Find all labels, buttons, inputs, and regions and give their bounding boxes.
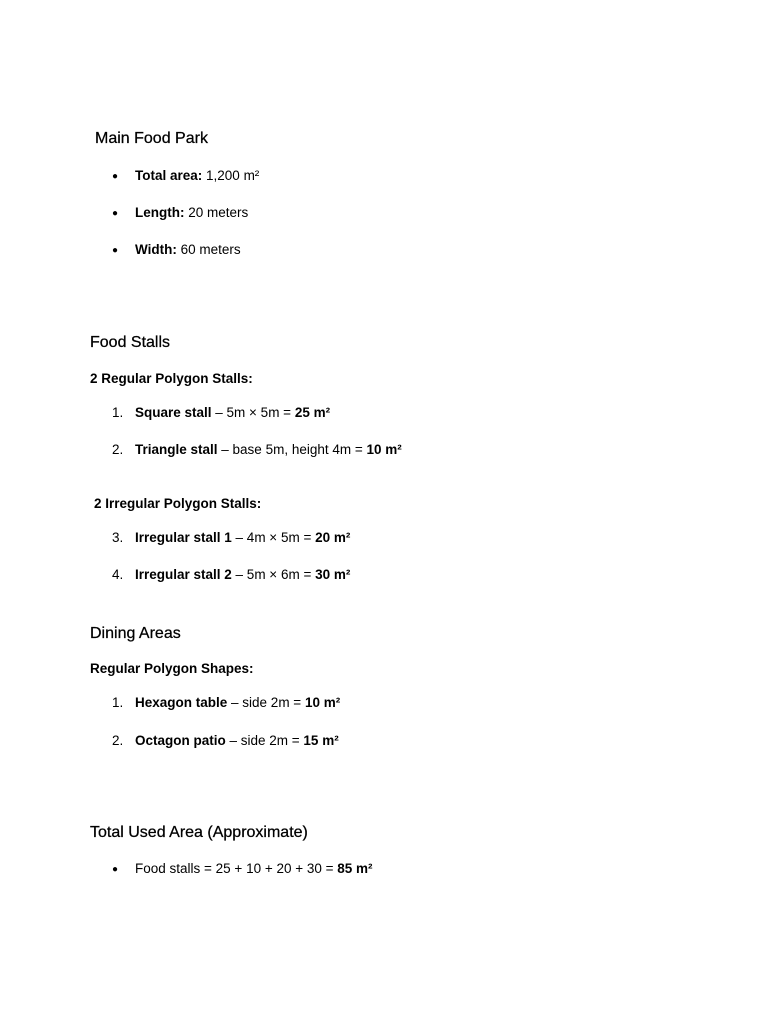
item-result: 85 m² <box>337 861 373 876</box>
list-number: 1. <box>112 405 124 420</box>
item-detail: – base 5m, height 4m = <box>217 442 367 457</box>
list-item-hexagon-table <box>112 694 340 712</box>
item-result: 25 m² <box>294 405 331 420</box>
list-number: 4. <box>112 567 124 582</box>
list-item-total-area <box>112 167 259 186</box>
bullet-icon: ● <box>112 171 119 182</box>
list-item-octagon-patio <box>112 732 339 750</box>
list-item-width <box>112 241 241 260</box>
item-detail: – 4m × 5m = <box>231 530 316 545</box>
item-value: 60 meters <box>176 242 241 257</box>
item-value: 1,200 m² <box>202 168 260 183</box>
item-name: Irregular stall 1 <box>135 530 232 545</box>
item-result: 30 m² <box>315 567 351 582</box>
item-detail: – 5m × 6m = <box>231 567 316 582</box>
list-number: 2. <box>112 733 124 748</box>
bullet-icon: ● <box>112 208 119 219</box>
item-value: 20 meters <box>184 205 249 220</box>
item-detail: – side 2m = <box>225 733 304 748</box>
item-result: 10 m² <box>304 695 341 710</box>
subheading-irregular-stalls: 2 Irregular Polygon Stalls: <box>94 496 262 511</box>
section-heading-total-used-area: Total Used Area (Approximate) <box>90 824 308 841</box>
list-item-irregular-stall-2 <box>112 566 350 584</box>
item-label: Total area: <box>135 168 203 183</box>
list-number: 2. <box>112 442 124 457</box>
item-text: Food stalls = 25 + 10 + 20 + 30 = <box>135 861 338 876</box>
list-number: 1. <box>112 695 124 710</box>
item-result: 15 m² <box>303 733 339 748</box>
list-item-triangle-stall <box>112 441 402 459</box>
item-name: Hexagon table <box>135 695 228 710</box>
item-result: 20 m² <box>315 530 351 545</box>
list-item-irregular-stall-1 <box>112 529 350 547</box>
item-result: 10 m² <box>366 442 402 457</box>
item-detail: – side 2m = <box>227 695 305 710</box>
item-detail: – 5m × 5m = <box>211 405 295 420</box>
list-item-square-stall <box>112 404 330 422</box>
subheading-regular-shapes: Regular Polygon Shapes: <box>90 661 254 676</box>
section-heading-main-food-park: Main Food Park <box>95 130 208 147</box>
list-item-food-stalls-total <box>112 860 373 879</box>
section-heading-dining-areas: Dining Areas <box>90 625 181 642</box>
item-name: Octagon patio <box>135 733 226 748</box>
section-heading-food-stalls: Food Stalls <box>90 334 171 351</box>
item-name: Square stall <box>135 405 212 420</box>
item-name: Triangle stall <box>135 442 218 457</box>
list-item-length <box>112 204 248 223</box>
bullet-icon: ● <box>112 864 119 875</box>
item-label: Width: <box>135 242 177 257</box>
bullet-icon: ● <box>112 245 119 256</box>
item-label: Length: <box>135 205 185 220</box>
subheading-regular-stalls: 2 Regular Polygon Stalls: <box>90 371 253 386</box>
list-number: 3. <box>112 530 124 545</box>
item-name: Irregular stall 2 <box>135 567 232 582</box>
